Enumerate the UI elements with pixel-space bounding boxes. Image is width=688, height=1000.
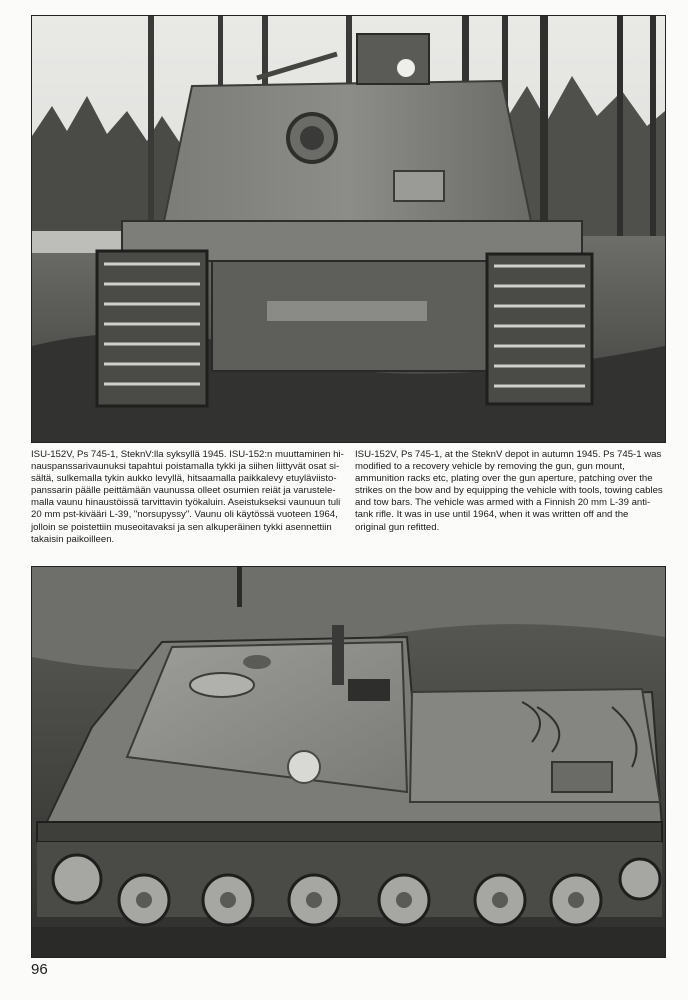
- caption-english-line: ISU-152V, Ps 745-1, at the SteknV depot in autumn 1945. Ps 745-1 was: [355, 449, 662, 460]
- caption-finnish-line: nauspanssarivaunuksi tapahtui poistamalla tykki ja siihen liittyvät osat si-: [31, 461, 340, 473]
- caption-english-line: strikes on the bow and by equipping the vehicle with tools, towing cables: [355, 485, 663, 497]
- caption-finnish-line: 20 mm pst-kivääri L-39, "norsupyssy". Vaunu oli käytössä vuoteen 1964,: [31, 509, 338, 521]
- caption-english-line: tank rifle. It was in use until 1964, when it was written off and the: [355, 509, 629, 521]
- photo-vehicle-front-view: [31, 15, 666, 443]
- caption-english: [355, 449, 665, 534]
- caption-finnish-line: malla vaunu hinaustöissä tarvittavin työkaluin. Aseistukseksi vaunuun tuli: [31, 497, 341, 509]
- caption-english-line: modified to a recovery vehicle by removing the gun, gun mount,: [355, 461, 625, 473]
- page-number: 96: [31, 961, 48, 978]
- caption-english-line: and tow bars. The vehicle was armed with a Finnish 20 mm L-39 anti-: [355, 497, 651, 509]
- caption-english-line: original gun refitted.: [355, 521, 440, 533]
- photo-vehicle-side-view: [31, 566, 666, 958]
- caption-english-line: ammunition racks etc, plating over the gun aperture, patching over the: [355, 473, 653, 485]
- caption-finnish-line: sältä, sulkemalla tykin aukko levyllä, hitsaamalla paikkalevy etuyläviisto-: [31, 473, 337, 485]
- caption-finnish-line: jolloin se poistettiin museoitavaksi ja sen alkuperäinen tykki asennettiin: [31, 521, 332, 533]
- caption-finnish-line: ISU-152V, Ps 745-1, SteknV:lla syksyllä 1945. ISU-152:n muuttaminen hi-: [31, 449, 344, 460]
- caption-finnish: [31, 449, 344, 546]
- caption-finnish-line: takaisin paikoilleen.: [31, 533, 115, 545]
- caption-finnish-line: panssarin päälle peittämään vaunussa olleet osumien reiät ja varustele-: [31, 485, 336, 497]
